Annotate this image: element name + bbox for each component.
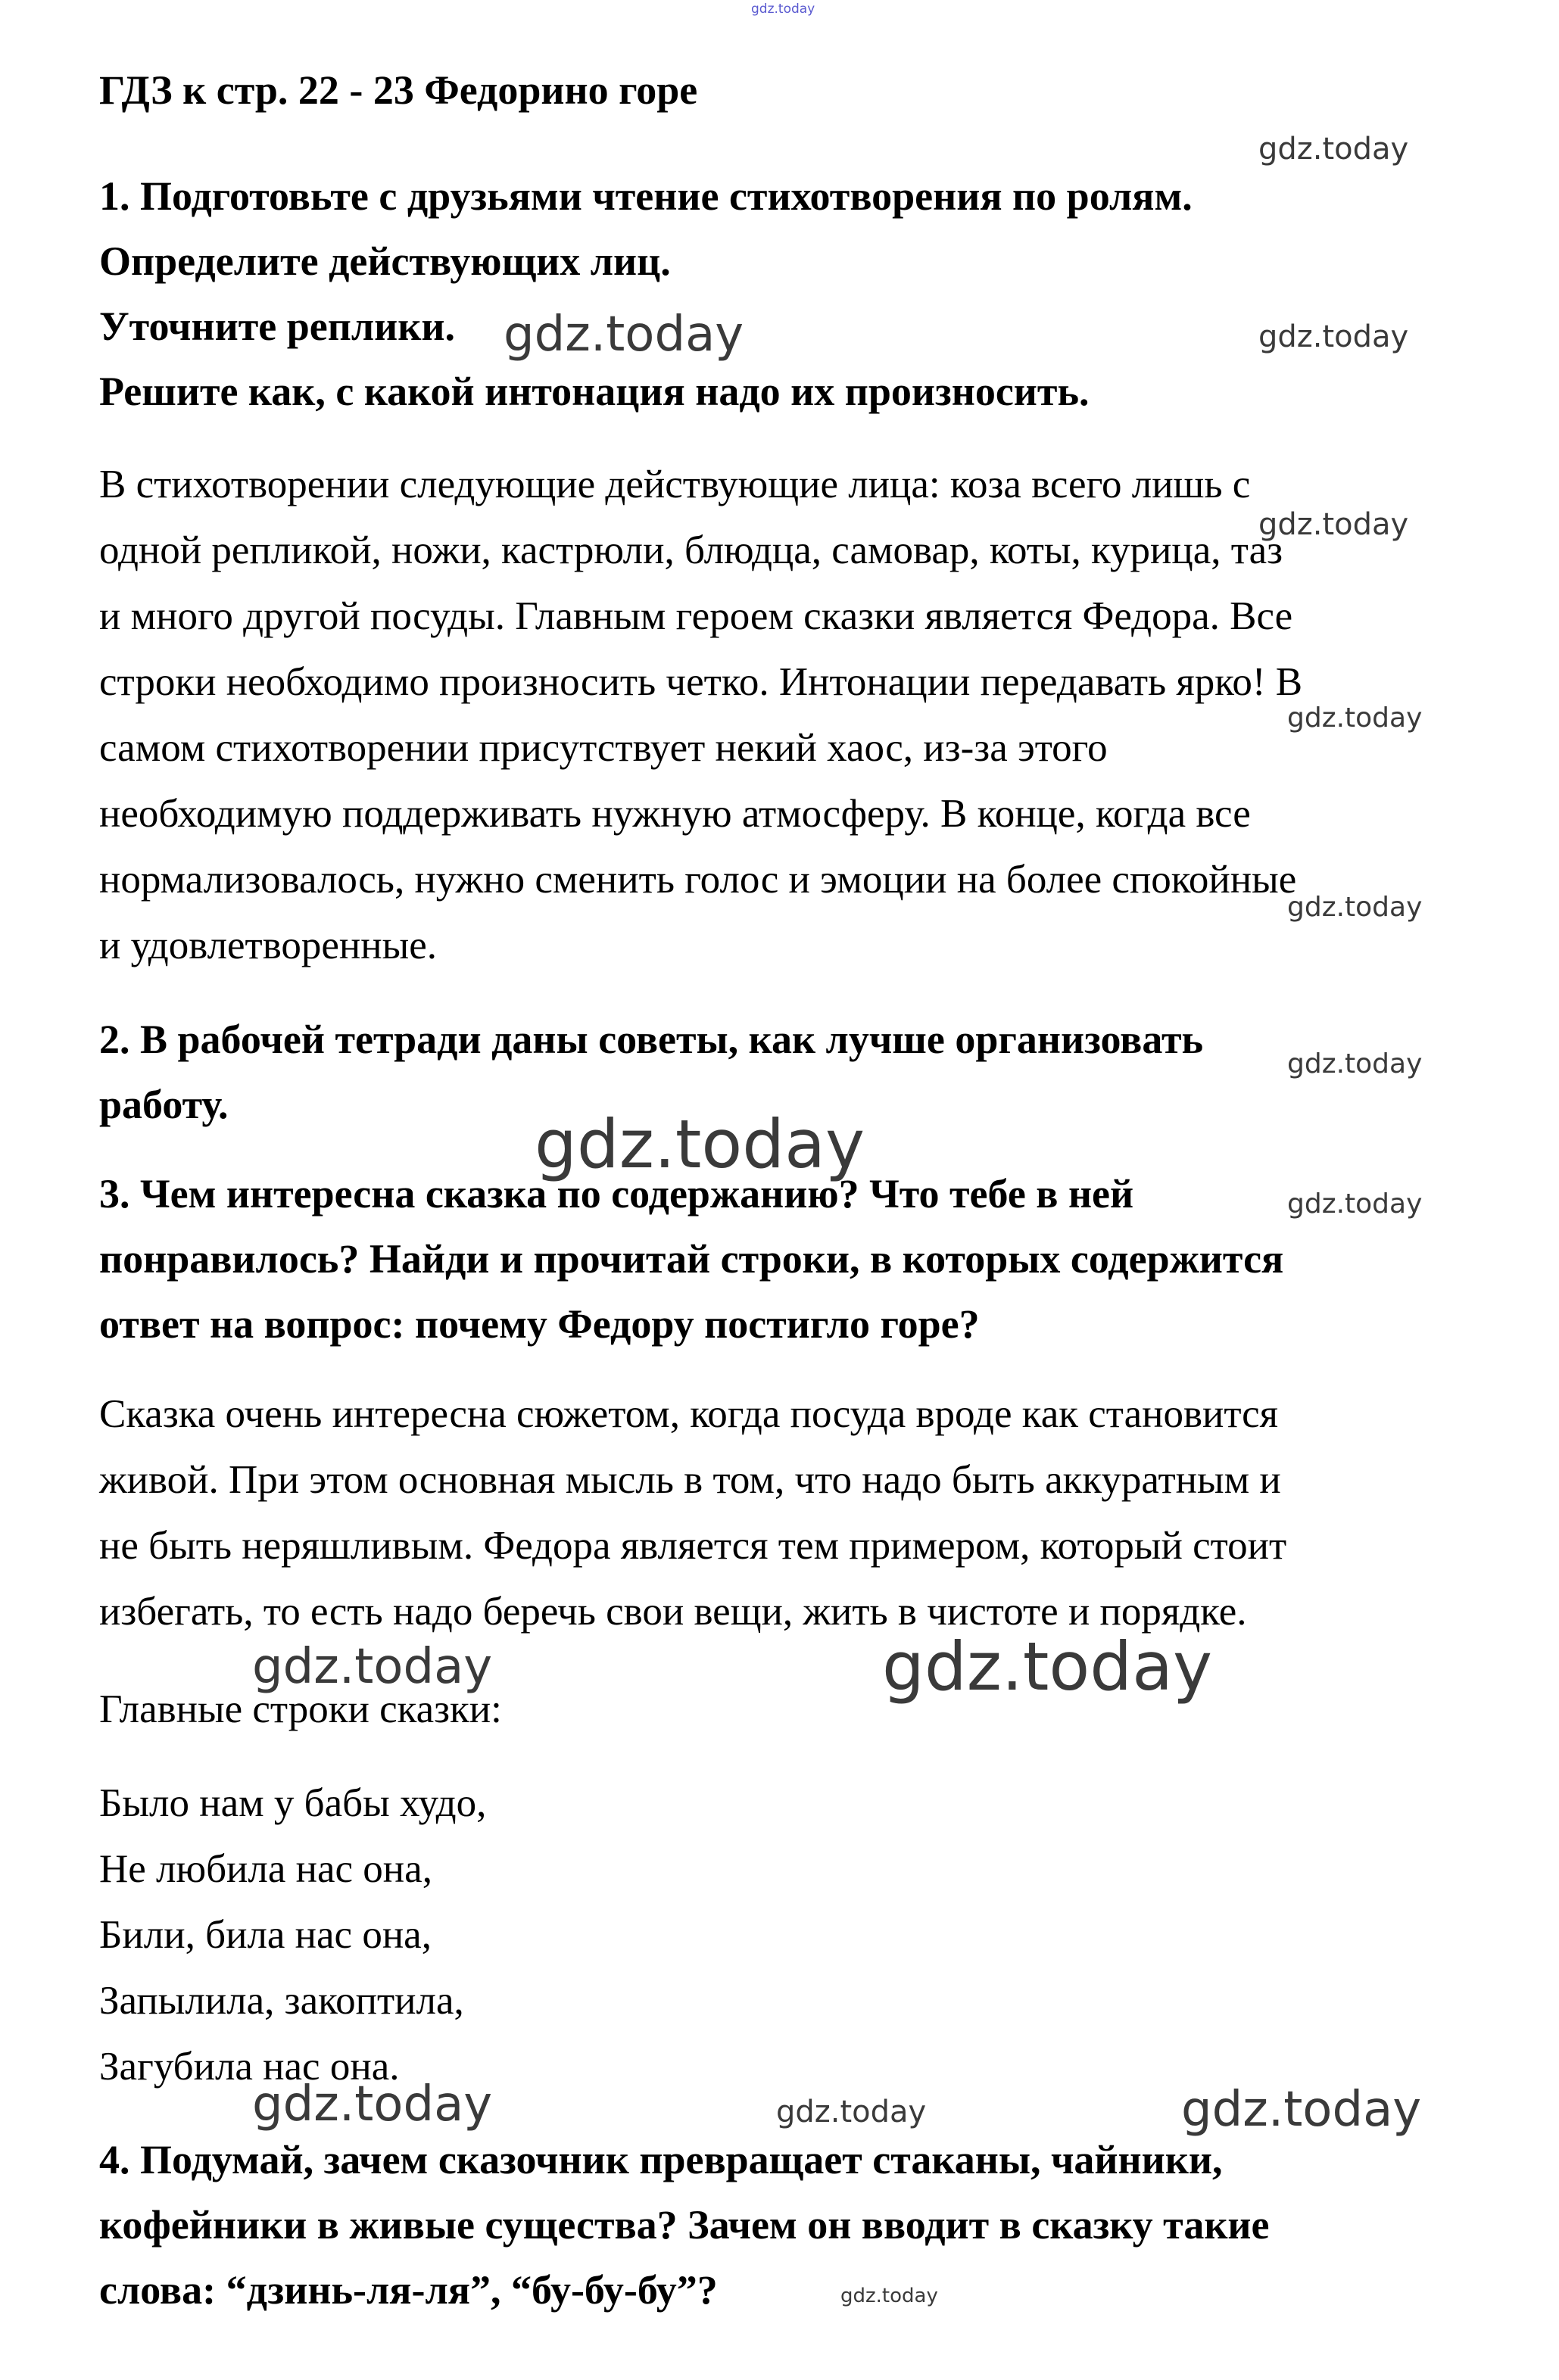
- answer-1-line: строки необходимо произносить четко. Интонации передавать ярко! В: [99, 660, 1303, 704]
- poem-line: Не любила нас она,: [99, 1847, 432, 1891]
- question-4-line: 4. Подумай, зачем сказочник превращает стаканы, чайники,: [99, 2137, 1223, 2182]
- question-1-line: Решите как, с какой интонация надо их произносить.: [99, 369, 1090, 414]
- main-lines-label: Главные строки сказки:: [99, 1687, 502, 1731]
- answer-1-line: нормализовалось, нужно сменить голос и эмоции на более спокойные: [99, 858, 1297, 902]
- answer-3-line: Сказка очень интересна сюжетом, когда посуда вроде как становится: [99, 1392, 1279, 1436]
- watermark: gdz.today: [1287, 892, 1423, 923]
- watermark: gdz.today: [1181, 2082, 1422, 2138]
- answer-3-line: избегать, то есть надо беречь свои вещи, жить в чистоте и порядке.: [99, 1590, 1247, 1634]
- answer-1-line: и удовлетворенные.: [99, 924, 437, 967]
- answer-3-line: не быть неряшливым. Федора является тем примером, который стоит: [99, 1524, 1287, 1568]
- watermark: gdz.today: [535, 1105, 865, 1183]
- question-4-line: слова: “дзинь-ля-ля”, “бу-бу-бу”?: [99, 2267, 718, 2313]
- poem-line: Загубила нас она.: [99, 2045, 400, 2089]
- watermark: gdz.today: [776, 2095, 927, 2129]
- poem-line: Было нам у бабы худо,: [99, 1781, 487, 1825]
- question-1-line: Уточните реплики.: [99, 304, 455, 349]
- watermark: gdz.today: [252, 2076, 493, 2132]
- poem-line: Запылила, закоптила,: [99, 1979, 464, 2023]
- question-3-line: 3. Чем интересна сказка по содержанию? Что тебе в ней: [99, 1171, 1134, 1216]
- answer-1-line: необходимую поддерживать нужную атмосферу. В конце, когда все: [99, 792, 1251, 836]
- watermark: gdz.today: [504, 307, 744, 363]
- watermark: gdz.today: [252, 1639, 493, 1695]
- answer-1-line: самом стихотворении присутствует некий хаос, из-за этого: [99, 726, 1108, 770]
- question-1-line: Определите действующих лиц.: [99, 238, 671, 284]
- poem-line: Били, била нас она,: [99, 1913, 432, 1957]
- answer-3-line: живой. При этом основная мысль в том, что надо быть аккуратным и: [99, 1458, 1281, 1502]
- watermark: gdz.today: [1287, 1048, 1423, 1079]
- page-title: ГДЗ к стр. 22 - 23 Федорино горе: [99, 67, 698, 113]
- question-1-line: 1. Подготовьте с друзьями чтение стихотворения по ролям.: [99, 173, 1193, 219]
- question-2-line: работу.: [99, 1082, 229, 1127]
- question-3-line: понравилось? Найди и прочитай строки, в которых содержится: [99, 1236, 1284, 1282]
- watermark: gdz.today: [1258, 319, 1409, 354]
- watermark: gdz.today: [1258, 132, 1409, 167]
- watermark: gdz.today: [1287, 1188, 1423, 1220]
- question-2-line: 2. В рабочей тетради даны советы, как лучше организовать: [99, 1017, 1204, 1062]
- answer-1-line: и много другой посуды. Главным героем сказки является Федора. Все: [99, 594, 1293, 638]
- watermark: gdz.today: [1258, 507, 1409, 542]
- watermark: gdz.today: [882, 1628, 1213, 1706]
- watermark: gdz.today: [840, 2285, 938, 2307]
- question-3-line: ответ на вопрос: почему Федору постигло горе?: [99, 1301, 980, 1347]
- question-4-line: кофейники в живые существа? Зачем он вводит в сказку такие: [99, 2202, 1270, 2248]
- answer-1-line: одной репликой, ножи, кастрюли, блюдца, самовар, коты, курица, таз: [99, 528, 1283, 572]
- answer-1-line: В стихотворении следующие действующие лица: коза всего лишь с: [99, 463, 1251, 506]
- watermark: gdz.today: [751, 2, 815, 17]
- watermark: gdz.today: [1287, 702, 1423, 734]
